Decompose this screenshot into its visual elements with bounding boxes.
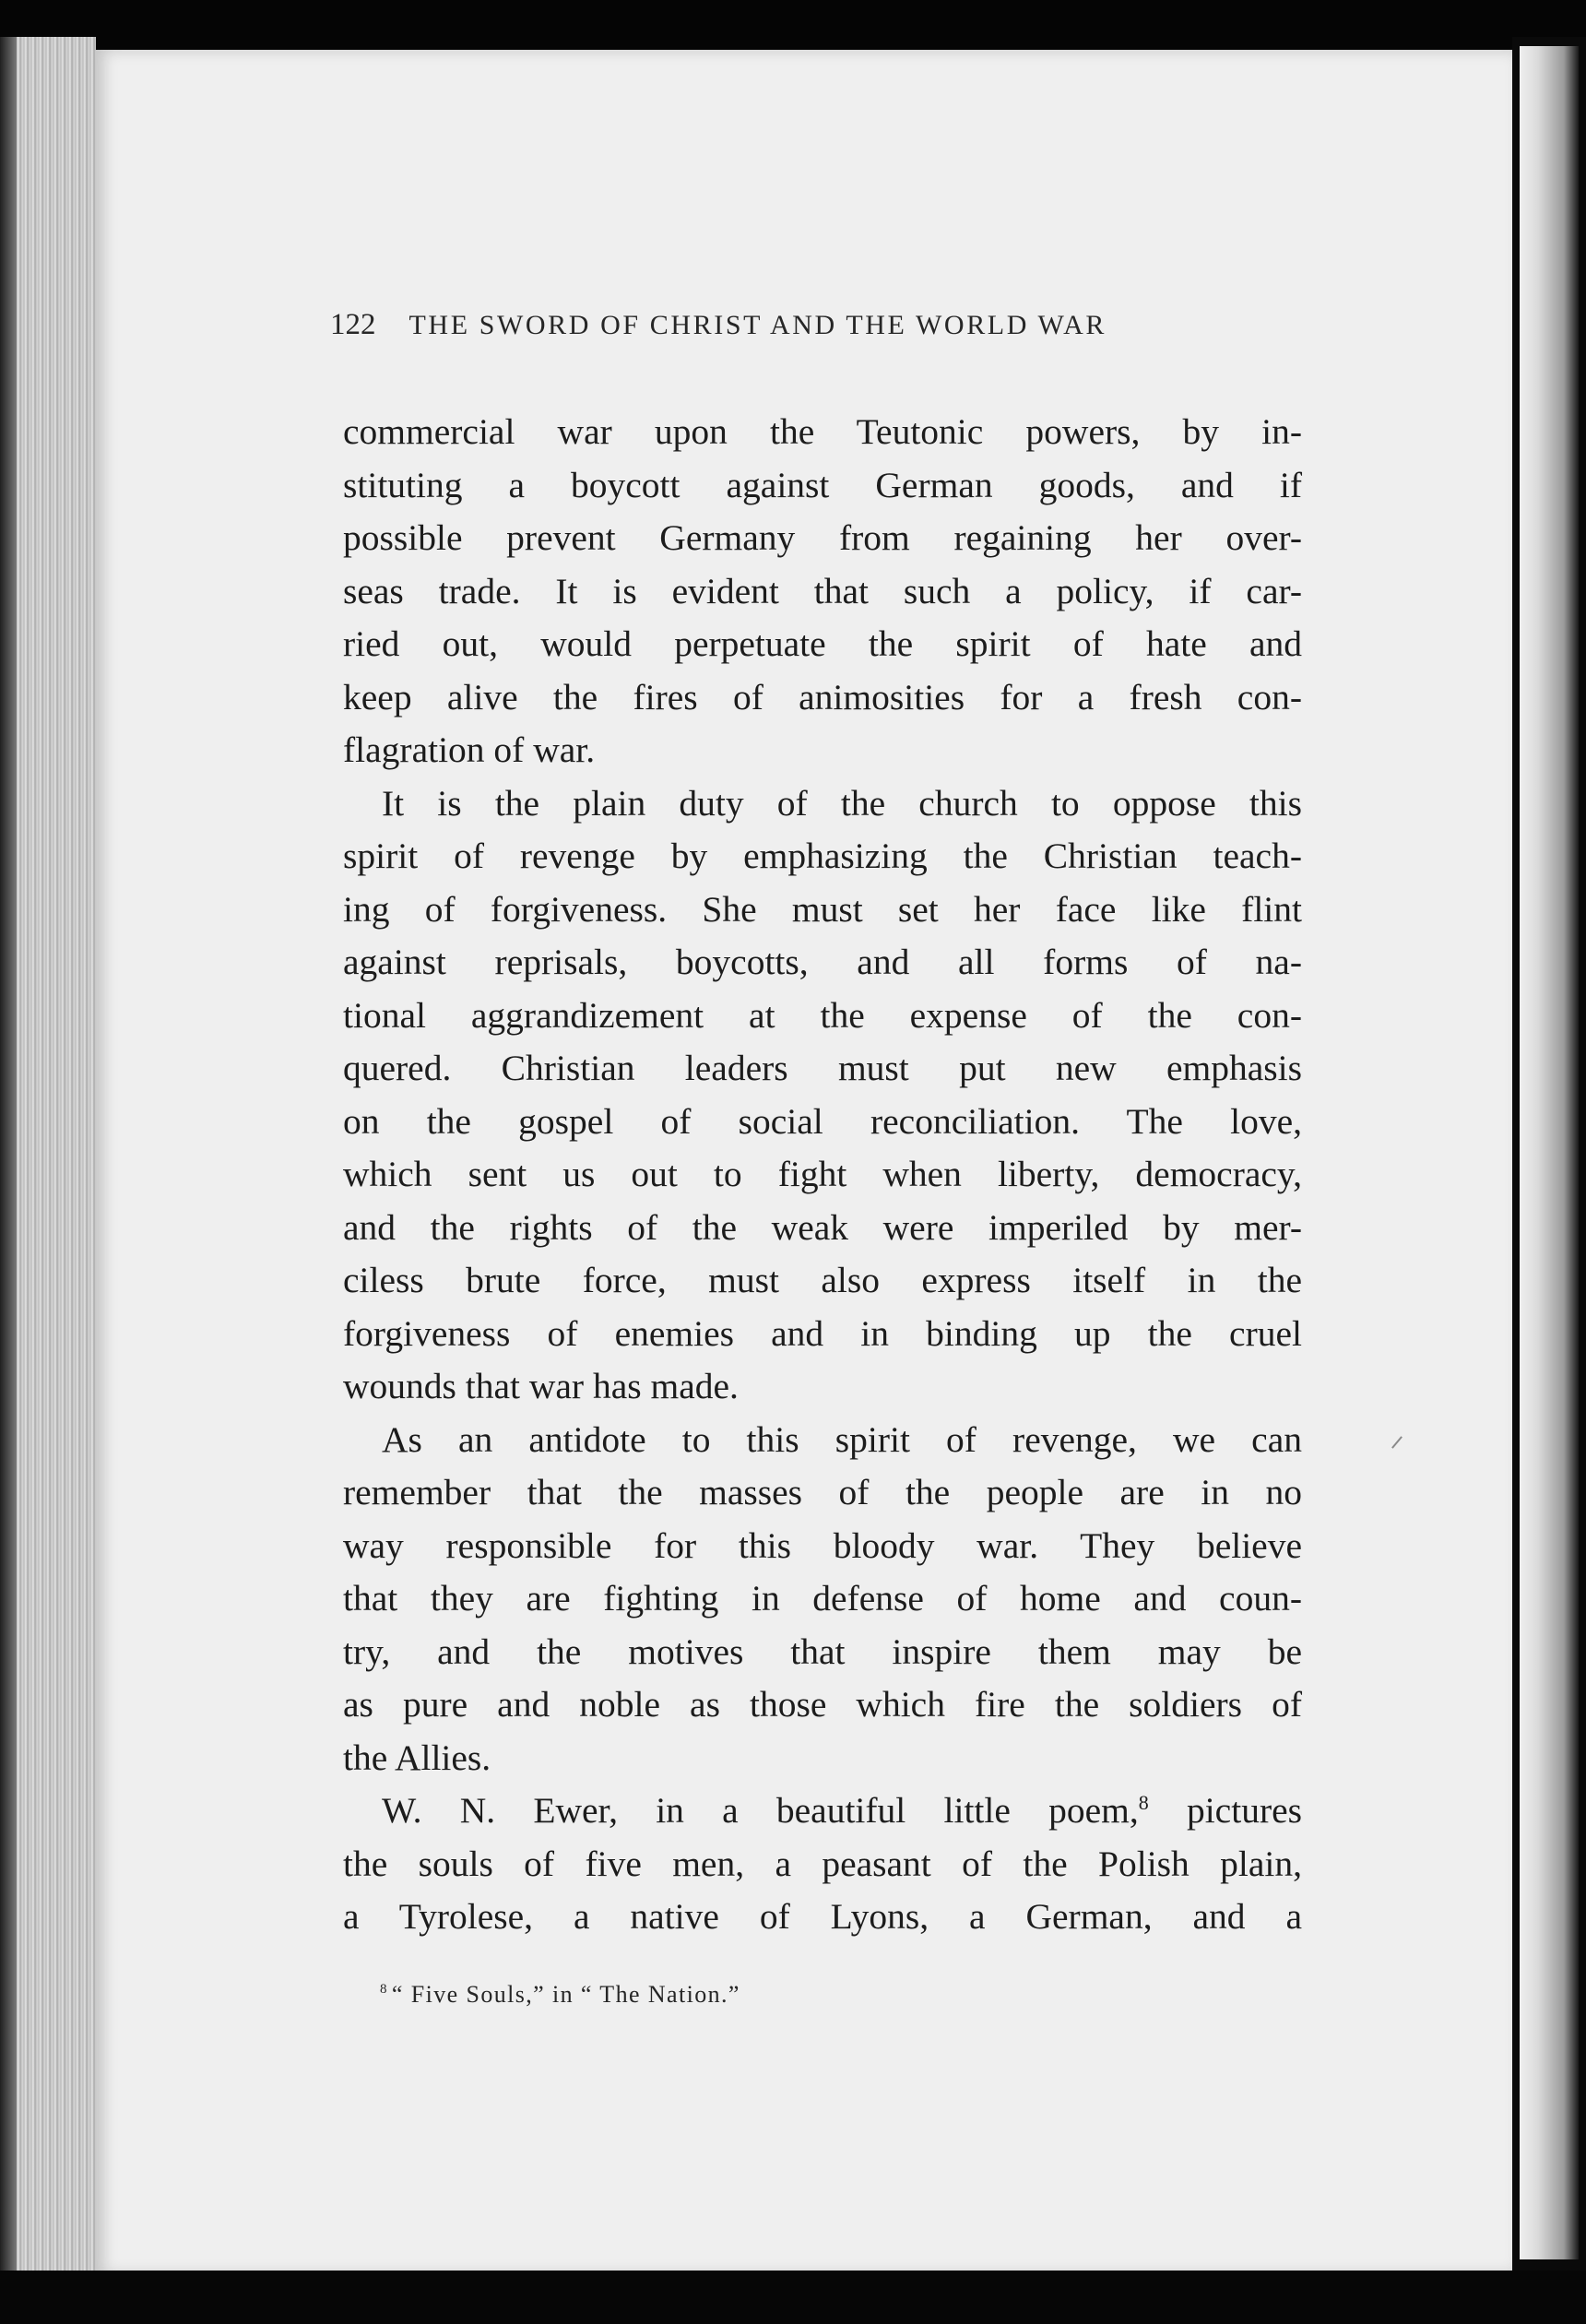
footnote-reference: 8 xyxy=(1138,1790,1149,1814)
text-line: a Tyrolese, a native of Lyons, a German, and a xyxy=(343,1896,1302,1937)
text-line: ciless brute force, must also express itself in the xyxy=(343,1260,1302,1300)
text-line: which sent us out to fight when liberty, democracy, xyxy=(343,1154,1302,1194)
text-line: stituting a boycott against German goods, and if xyxy=(343,464,1302,505)
body-text xyxy=(343,406,1302,1944)
scan-bottom-border xyxy=(0,2271,1586,2324)
scan-top-border xyxy=(0,0,1586,57)
line-text: W. N. Ewer, in a beautiful little poem, xyxy=(382,1790,1139,1831)
facing-page-edge xyxy=(1512,37,1586,2278)
text-line: way responsible for this bloody war. They believe xyxy=(343,1524,1302,1566)
text-line: the souls of five men, a peasant of the Polish plain, xyxy=(343,1843,1302,1884)
text-line: possible prevent Germany from regaining her over- xyxy=(343,517,1302,558)
footnote-marker: 8 xyxy=(380,1982,388,1998)
text-line: ried out, would perpetuate the spirit of hate and xyxy=(343,623,1302,664)
text-line: It is the plain duty of the church to oppose this xyxy=(382,782,1302,824)
text-line: the Allies. xyxy=(343,1737,491,1778)
running-head xyxy=(330,308,1289,354)
text-line: quered. Christian leaders must put new emphasis xyxy=(343,1048,1302,1088)
text-line: and the rights of the weak were imperiled by mer- xyxy=(343,1206,1302,1248)
text-line: seas trade. It is evident that such a policy, if car- xyxy=(343,570,1302,611)
text-line: on the gospel of social reconciliation. The love, xyxy=(343,1100,1302,1142)
text-line: flagration of war. xyxy=(343,729,596,770)
text-line: keep alive the fires of animosities for a fresh con- xyxy=(343,676,1302,717)
book-title: THE SWORD OF CHRIST AND THE WORLD WAR xyxy=(408,310,1107,340)
footnote-text: “ Five Souls,” in “ The Nation.” xyxy=(391,1981,740,2008)
text-line: remember that the masses of the people are in no xyxy=(343,1472,1302,1512)
text-line: tional aggrandizement at the expense of the con- xyxy=(343,994,1302,1036)
text-line: As an antidote to this spirit of revenge, we can xyxy=(382,1418,1302,1460)
line-text: pictures xyxy=(1148,1790,1303,1831)
text-line: forgiveness of enemies and in binding up the cruel xyxy=(343,1312,1302,1354)
text-line: that they are fighting in defense of home and coun- xyxy=(343,1578,1302,1618)
text-line: try, and the motives that inspire them may be xyxy=(343,1630,1302,1672)
text-line: spirit of revenge by emphasizing the Christian teach- xyxy=(343,836,1302,876)
text-line xyxy=(343,1784,1302,1838)
text-line: wounds that war has made. xyxy=(343,1366,739,1406)
text-line: against reprisals, boycotts, and all forms of na- xyxy=(343,942,1302,982)
page-number: 122 xyxy=(330,308,376,341)
book-page-edges xyxy=(0,37,96,2278)
text-line: ing of forgiveness. She must set her face like flint xyxy=(343,888,1302,930)
footnote xyxy=(380,1981,1118,2009)
text-line: commercial war upon the Teutonic powers, by in- xyxy=(343,411,1302,452)
text-line: as pure and noble as those which fire the soldiers of xyxy=(343,1684,1302,1725)
